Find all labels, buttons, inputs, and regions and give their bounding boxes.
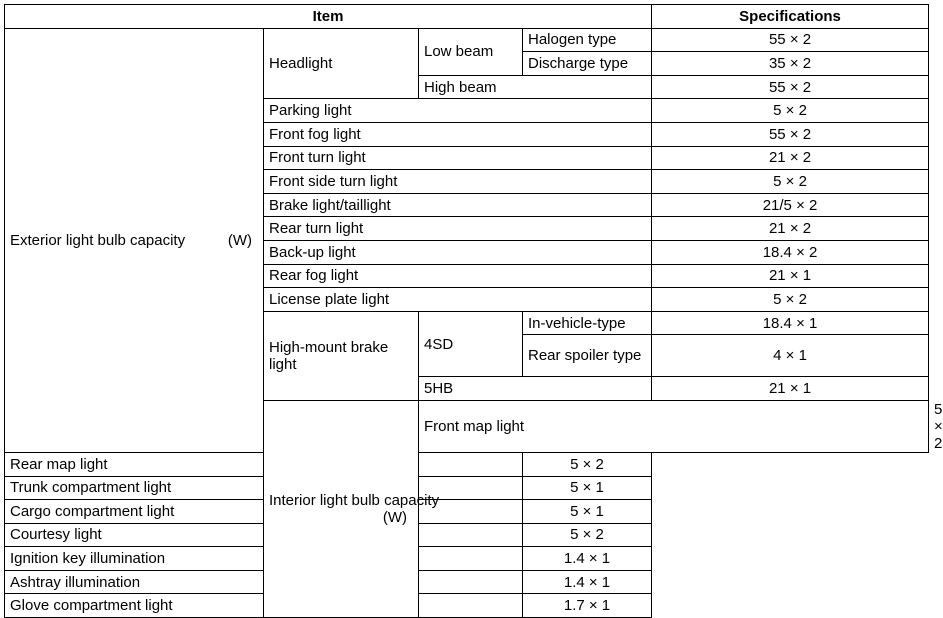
table-row [5,570,929,594]
row-value: 21 × 2 [652,217,929,241]
row-value: 1.4 × 1 [523,547,652,571]
interior-unit: (W) [382,508,407,526]
row-label: Ashtray illumination [5,570,523,594]
row-value: 5 × 2 [523,452,652,476]
row-label: License plate light [264,288,652,312]
row-label: Courtesy light [5,523,523,547]
row-label: Front turn light [264,146,652,170]
row-label: Front side turn light [264,170,652,194]
item-header: Item [5,5,652,29]
discharge-type-label: Discharge type [523,52,652,76]
row-label: Front map light [419,400,929,452]
table-row [5,523,929,547]
row-value: 5 × 2 [652,99,929,123]
high-beam-value: 55 × 2 [652,75,929,99]
halogen-type-label: Halogen type [523,28,652,52]
row-value: 1.7 × 1 [523,594,652,618]
in-vehicle-type-value: 18.4 × 1 [652,311,929,335]
5hb-value: 21 × 1 [652,377,929,401]
row-value: 5 × 2 [652,288,929,312]
table-row [5,28,929,52]
discharge-type-value: 35 × 2 [652,52,929,76]
row-label: Brake light/taillight [264,193,652,217]
headlight-label: Headlight [264,28,419,99]
table-row [5,547,929,571]
row-label: Back-up light [264,240,652,264]
row-value: 5 × 2 [652,170,929,194]
row-label: Rear turn light [264,217,652,241]
row-value: 21 × 2 [652,146,929,170]
row-value: 21 × 1 [652,264,929,288]
row-label: Trunk compartment light [5,476,523,500]
table-row: Interior light bulb capacity (W) Front map light 5 × 2 [5,400,929,452]
row-value: 1.4 × 1 [523,570,652,594]
table-header-row [5,5,929,29]
row-label: Front fog light [264,122,652,146]
row-label: Parking light [264,99,652,123]
low-beam-label: Low beam [419,28,523,75]
table-row [5,594,929,618]
halogen-type-value: 55 × 2 [652,28,929,52]
row-value: 5 × 1 [523,476,652,500]
specifications-header: Specifications [652,5,929,29]
exterior-group-cell [5,28,264,452]
table-row [5,476,929,500]
rear-spoiler-type-label: Rear spoiler type [523,335,652,377]
table-row [5,452,929,476]
row-value: 18.4 × 2 [652,240,929,264]
table-row [5,500,929,524]
exterior-group-label: Exterior light bulb capacity [10,231,186,249]
rear-spoiler-type-value: 4 × 1 [652,335,929,377]
row-label: Ignition key illumination [5,547,523,571]
row-label: Rear fog light [264,264,652,288]
row-value: 55 × 2 [652,122,929,146]
high-beam-label: High beam [419,75,652,99]
bulb-spec-table [4,4,943,618]
interior-group-label: Interior light bulb capacity [269,491,440,509]
4sd-label: 4SD [419,311,523,377]
row-label: Cargo compartment light [5,500,523,524]
5hb-label: 5HB [419,377,652,401]
row-value: 21/5 × 2 [652,193,929,217]
high-mount-brake-light-label: High-mount brake light [264,311,419,400]
exterior-unit: (W) [227,231,252,249]
row-value: 5 × 1 [523,500,652,524]
in-vehicle-type-label: In-vehicle-type [523,311,652,335]
row-value: 5 × 2 [523,523,652,547]
row-label: Rear map light [5,452,523,476]
row-label: Glove compartment light [5,594,523,618]
